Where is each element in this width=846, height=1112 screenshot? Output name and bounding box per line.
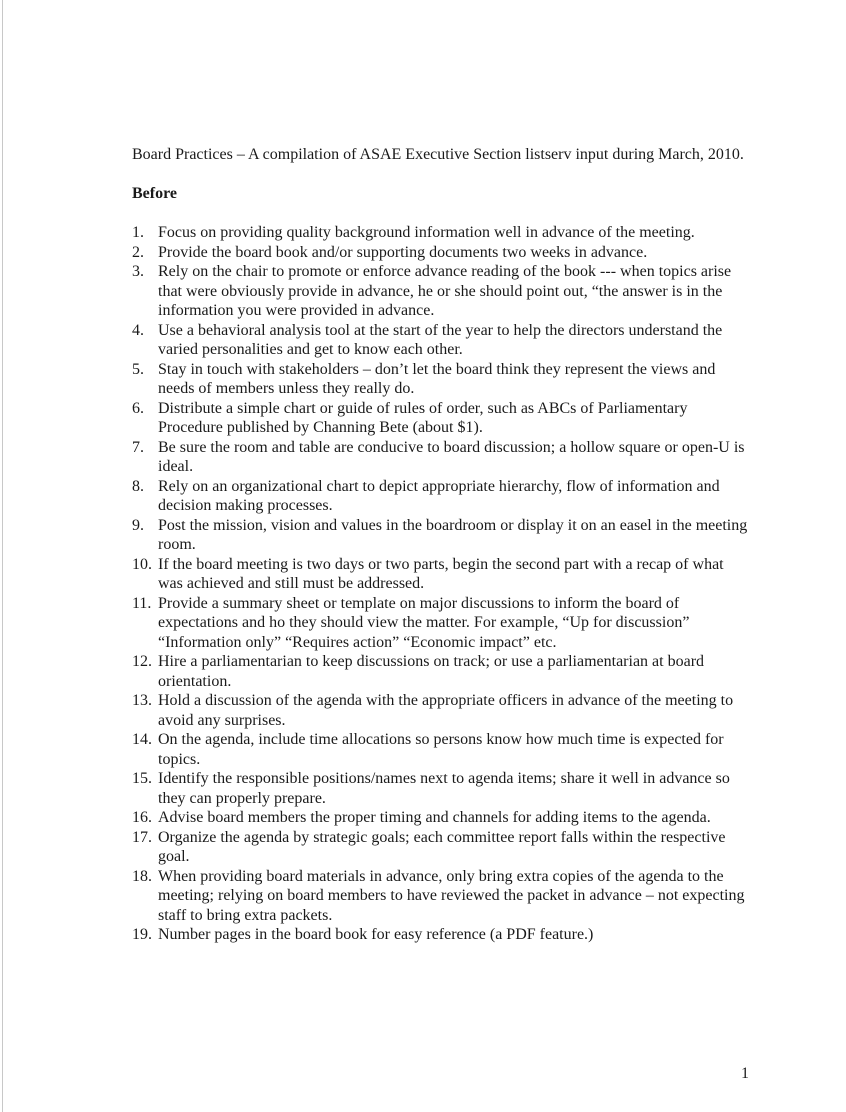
list-item-number: 4. — [132, 321, 144, 339]
list-item-text: If the board meeting is two days or two parts, begin the second part with a recap of what was achieved and still must be addressed. — [158, 555, 724, 592]
list-item-text: Organize the agenda by strategic goals; each committee report falls within the respective goal. — [158, 828, 726, 865]
list-item-text: Rely on an organizational chart to depict appropriate hierarchy, flow of information and decision making processes. — [158, 477, 720, 514]
list-item-number: 10. — [132, 555, 152, 573]
list-item — [132, 925, 752, 945]
list-item-number: 5. — [132, 360, 144, 378]
list-item-number: 2. — [132, 243, 144, 261]
list-item — [132, 321, 752, 360]
list-item-number: 12. — [132, 653, 152, 670]
list-item — [132, 477, 752, 516]
list-item-number: 13. — [132, 692, 152, 709]
list-item-text: Distribute a simple chart or guide of rules of order, such as ABCs of Parliamentary Procedure published by Channing Bete (about $1). — [158, 399, 688, 436]
list-item-text: Post the mission, vision and values in the boardroom or display it on an easel in the meeting room. — [158, 516, 748, 553]
list-item — [132, 867, 752, 926]
list-item — [132, 262, 752, 321]
list-item — [132, 243, 752, 263]
list-item-number: 7. — [132, 438, 144, 456]
list-item-number: 3. — [132, 263, 144, 280]
list-item-text: Rely on the chair to promote or enforce advance reading of the book --- when topics arise that were obviously provide in advance, he or she should point out, “the answer is in the information you were provided in advance. — [158, 263, 732, 319]
list-item-text: Identify the responsible positions/names next to agenda items; share it well in advance so they can properly prepare. — [158, 770, 730, 807]
list-item — [132, 652, 752, 691]
page-edge-divider — [2, 0, 3, 1112]
list-item — [132, 399, 752, 438]
list-item — [132, 555, 752, 594]
list-item-text: Advise board members the proper timing and channels for adding items to the agenda. — [158, 809, 711, 826]
list-item — [132, 516, 752, 555]
list-item — [132, 808, 752, 828]
list-item-number: 15. — [132, 770, 152, 787]
list-item-text: Focus on providing quality background information well in advance of the meeting. — [158, 224, 695, 241]
list-item-text: Hire a parliamentarian to keep discussions on track; or use a parliamentarian at board orientation. — [158, 653, 705, 690]
list-item-number: 1. — [132, 224, 144, 241]
list-item — [132, 828, 752, 867]
list-item-number: 9. — [132, 516, 144, 534]
practices-list — [132, 223, 752, 945]
list-item-number: 18. — [132, 867, 152, 885]
list-item — [132, 438, 752, 477]
list-item-number: 17. — [132, 828, 152, 846]
list-item-text: Hold a discussion of the agenda with the appropriate officers in advance of the meeting to avoid any surprises. — [158, 692, 734, 729]
list-item — [132, 730, 752, 769]
page-number: 1 — [741, 1065, 749, 1082]
list-item-number: 14. — [132, 731, 152, 748]
list-item — [132, 769, 752, 808]
list-item-number: 19. — [132, 926, 152, 943]
section-heading: Before — [132, 185, 178, 202]
list-item — [132, 691, 752, 730]
list-item-number: 6. — [132, 399, 144, 417]
document-intro: Board Practices – A compilation of ASAE Executive Section listserv input during March, 2010. — [132, 146, 744, 163]
document-body — [132, 145, 752, 945]
list-item-text: Provide the board book and/or supporting documents two weeks in advance. — [158, 243, 648, 261]
list-item-text: When providing board materials in advance, only bring extra copies of the agenda to the meeting; relying on board members to have reviewed the packet in advance – not expecting staff to bring extra packets. — [158, 867, 745, 924]
list-item-number: 8. — [132, 477, 144, 495]
list-item — [132, 360, 752, 399]
list-item-number: 16. — [132, 809, 152, 826]
list-item-text: Use a behavioral analysis tool at the start of the year to help the directors understand the varied personalities and get to know each other. — [158, 321, 723, 358]
list-item-text: Number pages in the board book for easy reference (a PDF feature.) — [158, 926, 594, 943]
list-item — [132, 223, 752, 243]
list-item-number: 11. — [132, 594, 152, 612]
list-item — [132, 594, 752, 653]
list-item-text: Stay in touch with stakeholders – don’t let the board think they represent the views and needs of members unless they really do. — [158, 360, 716, 397]
list-item-text: Provide a summary sheet or template on major discussions to inform the board of expectations and ho they should view the matter. For example, “Up for discussion” “Information only” “Requires action” “Economic impact” etc. — [158, 594, 690, 651]
list-item-text: On the agenda, include time allocations so persons know how much time is expected for topics. — [158, 731, 724, 768]
list-item-text: Be sure the room and table are conducive to board discussion; a hollow square or open-U is ideal. — [158, 438, 745, 475]
